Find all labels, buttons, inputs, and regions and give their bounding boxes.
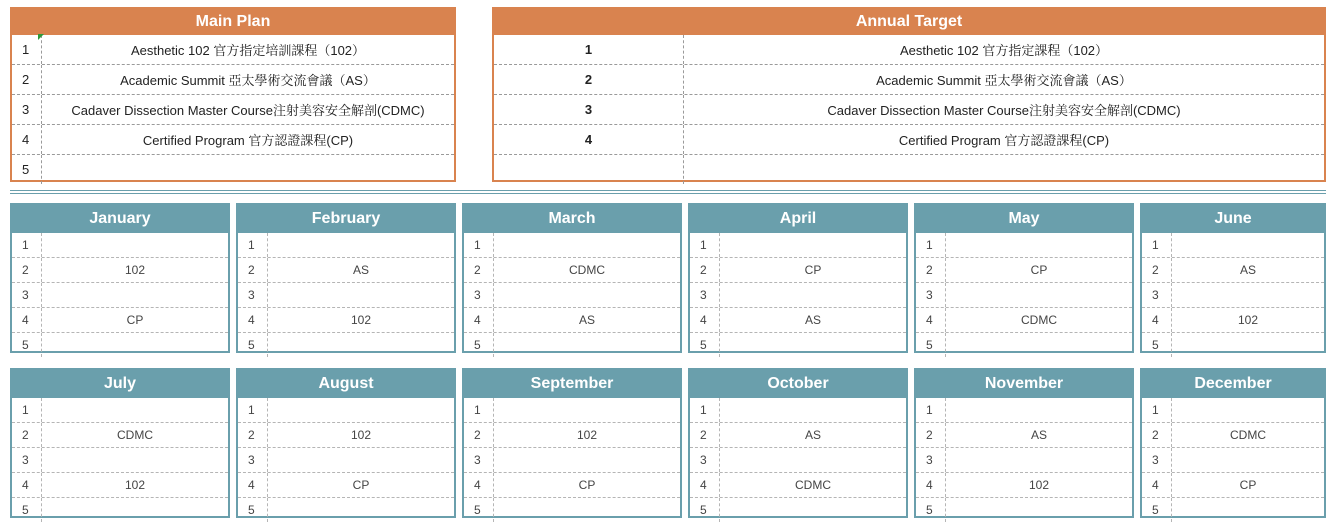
month-row[interactable]	[1142, 422, 1324, 447]
month-row[interactable]	[690, 472, 906, 497]
plan-row[interactable]	[494, 124, 1324, 154]
plan-value[interactable]: Cadaver Dissection Master Course注射美容安全解剖(CDMC)	[827, 103, 1181, 118]
month-panel-october	[688, 368, 908, 518]
row-number: 2	[464, 258, 494, 282]
plan-value[interactable]: Aesthetic 102 官方指定課程（102）	[899, 43, 1109, 58]
row-number: 3	[464, 448, 494, 472]
month-panel-august	[236, 368, 456, 518]
month-row[interactable]	[12, 497, 228, 522]
plan-row[interactable]	[12, 124, 454, 154]
annual-target-panel	[492, 7, 1326, 182]
month-row[interactable]	[690, 332, 906, 357]
month-row[interactable]	[12, 307, 228, 332]
row-number: 4	[916, 308, 946, 332]
row-number: 4	[12, 473, 42, 497]
plan-row[interactable]	[12, 94, 454, 124]
row-number: 5	[238, 498, 268, 522]
month-panel-december	[1140, 368, 1326, 518]
row-number: 5	[12, 498, 42, 522]
month-value[interactable]: CDMC	[569, 263, 605, 277]
row-number: 3	[1142, 283, 1172, 307]
month-row[interactable]	[12, 332, 228, 357]
month-panel-july	[10, 368, 230, 518]
month-row[interactable]	[916, 422, 1132, 447]
row-number: 1	[690, 233, 720, 257]
row-number: 2	[690, 258, 720, 282]
row-number: 3	[690, 283, 720, 307]
row-number: 2	[1142, 423, 1172, 447]
plan-row[interactable]	[12, 35, 454, 64]
row-number: 1	[12, 35, 42, 64]
month-rows	[916, 233, 1132, 357]
month-row[interactable]	[1142, 233, 1324, 257]
month-value[interactable]: CP	[1030, 263, 1048, 277]
month-rows	[464, 398, 680, 522]
row-number: 5	[1142, 333, 1172, 357]
row-number: 1	[238, 233, 268, 257]
plan-value[interactable]: Academic Summit 亞太學術交流會議（AS）	[876, 73, 1132, 88]
row-number: 5	[464, 498, 494, 522]
month-row[interactable]	[1142, 472, 1324, 497]
month-panel-may	[914, 203, 1134, 353]
section-divider	[10, 193, 1326, 194]
row-number: 4	[12, 308, 42, 332]
month-value[interactable]: AS	[1030, 428, 1047, 442]
month-row[interactable]	[12, 447, 228, 472]
row-number: 1	[12, 233, 42, 257]
row-number: 2	[1142, 258, 1172, 282]
month-row[interactable]	[916, 282, 1132, 307]
row-number: 1	[464, 398, 494, 422]
row-number: 3	[916, 283, 946, 307]
month-row[interactable]	[916, 332, 1132, 357]
main-plan-title: Main Plan	[12, 9, 454, 35]
row-number: 2	[916, 423, 946, 447]
plan-value[interactable]: Academic Summit 亞太學術交流會議（AS）	[120, 73, 376, 88]
month-row[interactable]	[916, 497, 1132, 522]
month-row[interactable]	[1142, 307, 1324, 332]
month-value[interactable]: CP	[1239, 478, 1257, 492]
month-row[interactable]	[1142, 282, 1324, 307]
row-number: 1	[494, 35, 684, 64]
month-row[interactable]	[238, 307, 454, 332]
month-title: May	[916, 205, 1132, 233]
month-rows	[12, 233, 228, 357]
month-panel-february	[236, 203, 456, 353]
month-row[interactable]	[916, 233, 1132, 257]
row-number: 3	[12, 283, 42, 307]
month-title: November	[916, 370, 1132, 398]
row-number: 4	[690, 473, 720, 497]
month-row[interactable]	[238, 398, 454, 422]
month-row[interactable]	[12, 233, 228, 257]
month-panel-september	[462, 368, 682, 518]
row-number: 5	[690, 498, 720, 522]
month-row[interactable]	[238, 472, 454, 497]
month-value[interactable]: CP	[352, 478, 370, 492]
month-row[interactable]	[238, 233, 454, 257]
month-value[interactable]: 102	[1237, 313, 1259, 327]
plan-row[interactable]	[494, 154, 1324, 184]
month-row[interactable]	[916, 472, 1132, 497]
month-row[interactable]	[238, 332, 454, 357]
row-number: 3	[1142, 448, 1172, 472]
month-title: April	[690, 205, 906, 233]
main-plan-rows	[12, 35, 454, 184]
month-row[interactable]	[12, 257, 228, 282]
month-rows	[464, 233, 680, 357]
month-row[interactable]	[464, 257, 680, 282]
month-row[interactable]	[1142, 398, 1324, 422]
row-number: 2	[690, 423, 720, 447]
month-row[interactable]	[690, 282, 906, 307]
row-number: 5	[12, 155, 42, 184]
month-row[interactable]	[690, 233, 906, 257]
month-value[interactable]: 102	[124, 478, 146, 492]
month-rows	[12, 398, 228, 522]
month-value[interactable]: AS	[578, 313, 595, 327]
month-title: July	[12, 370, 228, 398]
month-value[interactable]: AS	[804, 313, 821, 327]
row-number: 5	[916, 498, 946, 522]
plan-row[interactable]	[494, 94, 1324, 124]
row-number: 5	[690, 333, 720, 357]
row-number: 3	[238, 283, 268, 307]
row-number: 3	[494, 95, 684, 124]
month-title: March	[464, 205, 680, 233]
row-number: 1	[238, 398, 268, 422]
row-number: 4	[1142, 473, 1172, 497]
section-divider	[10, 190, 1326, 191]
annual-target-rows	[494, 35, 1324, 184]
month-row[interactable]	[1142, 497, 1324, 522]
month-rows	[916, 398, 1132, 522]
plan-value[interactable]: Aesthetic 102 官方指定培訓課程（102）	[130, 43, 366, 58]
row-number: 3	[690, 448, 720, 472]
row-number: 4	[12, 125, 42, 154]
month-row[interactable]	[916, 398, 1132, 422]
month-value[interactable]: 102	[350, 428, 372, 442]
plan-value[interactable]: Certified Program 官方認證課程(CP)	[142, 133, 354, 148]
month-row[interactable]	[1142, 257, 1324, 282]
month-title: February	[238, 205, 454, 233]
month-row[interactable]	[464, 233, 680, 257]
month-title: August	[238, 370, 454, 398]
row-number: 4	[916, 473, 946, 497]
month-rows	[1142, 398, 1324, 522]
month-value[interactable]: CP	[126, 313, 144, 327]
month-row[interactable]	[464, 282, 680, 307]
month-value[interactable]: 102	[576, 428, 598, 442]
month-row[interactable]	[916, 257, 1132, 282]
row-number: 2	[12, 423, 42, 447]
month-title: January	[12, 205, 228, 233]
month-value[interactable]: 102	[350, 313, 372, 327]
month-value[interactable]: CDMC	[117, 428, 153, 442]
row-number: 2	[494, 65, 684, 94]
row-number: 1	[1142, 398, 1172, 422]
row-number: 4	[238, 473, 268, 497]
row-number: 1	[690, 398, 720, 422]
month-row[interactable]	[916, 307, 1132, 332]
month-row[interactable]	[238, 497, 454, 522]
row-number: 4	[494, 125, 684, 154]
month-value[interactable]: AS	[1239, 263, 1256, 277]
comment-flag-icon	[38, 34, 44, 40]
row-number: 4	[238, 308, 268, 332]
month-panel-march	[462, 203, 682, 353]
row-number: 2	[12, 65, 42, 94]
row-number: 4	[464, 308, 494, 332]
row-number: 4	[464, 473, 494, 497]
month-row[interactable]	[464, 472, 680, 497]
month-value[interactable]: CDMC	[1021, 313, 1057, 327]
month-rows	[1142, 233, 1324, 357]
month-row[interactable]	[690, 422, 906, 447]
row-number: 5	[916, 333, 946, 357]
row-number: 2	[238, 258, 268, 282]
row-number: 5	[12, 333, 42, 357]
month-row[interactable]	[916, 447, 1132, 472]
plan-row[interactable]	[494, 64, 1324, 94]
month-row[interactable]	[238, 422, 454, 447]
month-row[interactable]	[238, 257, 454, 282]
month-rows	[238, 398, 454, 522]
month-row[interactable]	[12, 422, 228, 447]
row-number: 2	[238, 423, 268, 447]
month-panel-november	[914, 368, 1134, 518]
plan-row[interactable]	[12, 64, 454, 94]
month-value[interactable]: AS	[352, 263, 369, 277]
plan-value[interactable]: Cadaver Dissection Master Course注射美容安全解剖(CDMC)	[71, 103, 425, 118]
row-number: 1	[916, 233, 946, 257]
row-number: 4	[1142, 308, 1172, 332]
month-row[interactable]	[690, 497, 906, 522]
row-number: 3	[464, 283, 494, 307]
row-number: 2	[464, 423, 494, 447]
row-number: 1	[1142, 233, 1172, 257]
month-panel-june	[1140, 203, 1326, 353]
row-number: 1	[12, 398, 42, 422]
row-number: 3	[916, 448, 946, 472]
month-value[interactable]: AS	[804, 428, 821, 442]
month-row[interactable]	[690, 398, 906, 422]
month-row[interactable]	[690, 307, 906, 332]
month-row[interactable]	[464, 422, 680, 447]
row-number: 3	[12, 448, 42, 472]
month-row[interactable]	[464, 447, 680, 472]
month-rows	[690, 233, 906, 357]
month-rows	[690, 398, 906, 522]
row-number: 2	[916, 258, 946, 282]
month-title: December	[1142, 370, 1324, 398]
month-row[interactable]	[1142, 332, 1324, 357]
month-value[interactable]: CDMC	[1230, 428, 1266, 442]
annual-target-title: Annual Target	[494, 9, 1324, 35]
month-panel-january	[10, 203, 230, 353]
month-row[interactable]	[238, 447, 454, 472]
month-title: October	[690, 370, 906, 398]
main-plan-panel	[10, 7, 456, 182]
month-row[interactable]	[464, 307, 680, 332]
month-row[interactable]	[1142, 447, 1324, 472]
row-number: 1	[464, 233, 494, 257]
row-number: 1	[916, 398, 946, 422]
month-title: June	[1142, 205, 1324, 233]
month-row[interactable]	[690, 257, 906, 282]
plan-row[interactable]	[494, 35, 1324, 64]
plan-row[interactable]	[12, 154, 454, 184]
month-panel-april	[688, 203, 908, 353]
row-number: 5	[238, 333, 268, 357]
month-row[interactable]	[690, 447, 906, 472]
month-row[interactable]	[12, 398, 228, 422]
month-row[interactable]	[464, 332, 680, 357]
month-value[interactable]: CP	[578, 478, 596, 492]
month-value[interactable]: CDMC	[795, 478, 831, 492]
month-value[interactable]: 102	[1028, 478, 1050, 492]
month-title: September	[464, 370, 680, 398]
month-row[interactable]	[464, 497, 680, 522]
plan-value[interactable]: Certified Program 官方認證課程(CP)	[898, 133, 1110, 148]
month-rows	[238, 233, 454, 357]
month-row[interactable]	[12, 282, 228, 307]
row-number: 3	[238, 448, 268, 472]
month-row[interactable]	[12, 472, 228, 497]
row-number: 4	[690, 308, 720, 332]
month-row[interactable]	[464, 398, 680, 422]
row-number: 5	[1142, 498, 1172, 522]
month-row[interactable]	[238, 282, 454, 307]
row-number	[494, 155, 684, 184]
row-number: 5	[464, 333, 494, 357]
row-number: 2	[12, 258, 42, 282]
month-value[interactable]: CP	[804, 263, 822, 277]
month-value[interactable]: 102	[124, 263, 146, 277]
row-number: 3	[12, 95, 42, 124]
